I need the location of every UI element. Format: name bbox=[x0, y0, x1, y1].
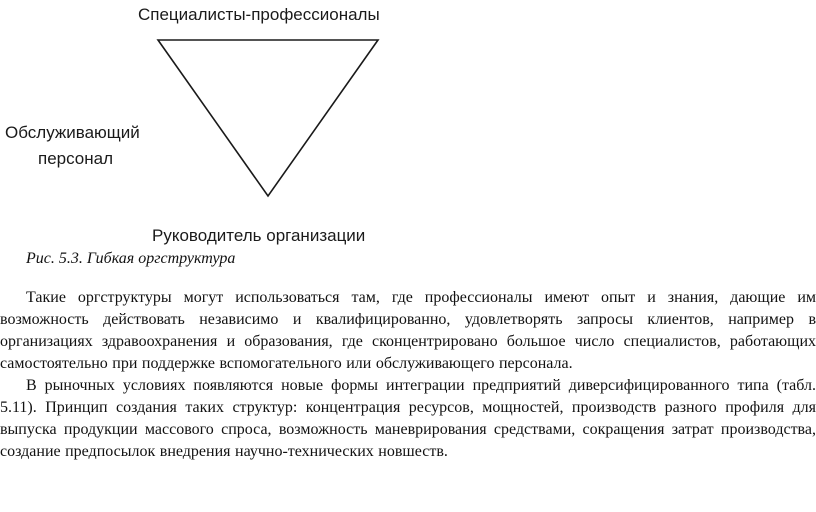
top-label: Специалисты-профессионалы bbox=[138, 5, 380, 24]
org-structure-diagram bbox=[0, 0, 420, 250]
figure-caption: Рис. 5.3. Гибкая оргструктура bbox=[26, 250, 236, 267]
bottom-label: Руководитель организации bbox=[152, 226, 366, 245]
paragraph: В рыночных условиях появляются новые формы интеграции предприятий диверсифицированного типа (табл. 5.11). Принцип создания таких структур: концентрация ресурсов, мощностей, производств разного профиля для выпуска продукции массового спроса, возможность маневрирования средствами, сокращения затрат производства, создание предпосылок внедрения научно-технических новшеств. bbox=[0, 377, 816, 460]
triangle bbox=[158, 40, 378, 196]
left-label-line2: персонал bbox=[38, 149, 114, 168]
paragraph: Такие оргструктуры могут использоваться там, где профессионалы имеют опыт и знания, дающие им возможность действовать независимо и квалифицированно, удовлетворять запросы клиентов, например в организациях здравоохранения и образования, где сконцентрировано большое число специалистов, работающих самостоятельно при поддержке вспомогательного или обслуживающего персонала. bbox=[0, 289, 816, 372]
left-label-line1: Обслуживающий bbox=[5, 123, 140, 142]
body-text bbox=[0, 287, 816, 463]
